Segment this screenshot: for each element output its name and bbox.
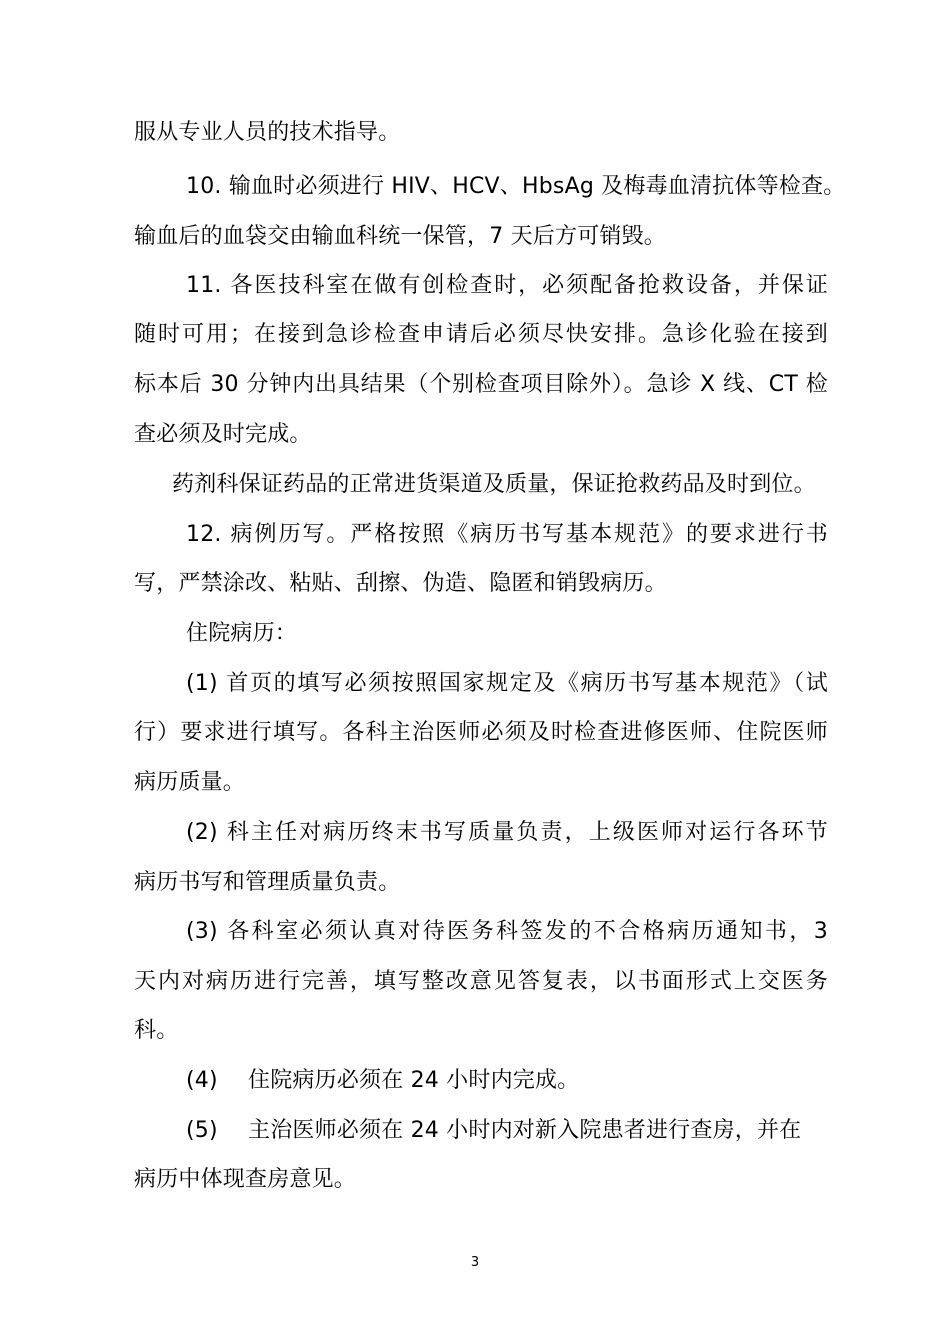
text-line: 输血后的血袋交由输血科统一保管，7 天后方可销毁。 [134, 224, 666, 249]
text-line: 标本后 30 分钟内出具结果（个别检查项目除外）。急诊 X 线、CT 检 [134, 372, 828, 397]
text-line: 药剂科保证药品的正常进货渠道及质量，保证抢救药品及时到位。 [172, 472, 816, 497]
list-marker: (4) [186, 1068, 218, 1093]
text-line: (2) 科主任对病历终末书写质量负责，上级医师对运行各环节 [186, 820, 828, 845]
list-marker: (5) [186, 1118, 218, 1143]
text-line: 12. 病例历写。严格按照《病历书写基本规范》的要求进行书 [186, 522, 828, 547]
text-line: 10. 输血时必须进行 HIV、HCV、HbsAg 及梅毒血清抗体等检查。 [186, 174, 846, 199]
text-line: 11. 各医技科室在做有创检查时，必须配备抢救设备，并保证 [186, 273, 828, 298]
text-line: 服从专业人员的技术指导。 [134, 120, 401, 145]
text-line: 查必须及时完成。 [134, 422, 312, 447]
page-number: 3 [470, 1255, 480, 1270]
text-line: 病历书写和管理质量负责。 [134, 870, 401, 895]
text-line: 病历中体现查房意见。 [134, 1167, 357, 1192]
text-line: 行）要求进行填写。各科主治医师必须及时检查进修医师、住院医师 [134, 720, 828, 745]
text-line: 主治医师必须在 24 小时内对新入院患者进行查房，并在 [248, 1118, 802, 1143]
text-line: 科。 [134, 1018, 179, 1043]
text-line: (1) 首页的填写必须按照国家规定及《病历书写基本规范》（试 [186, 671, 828, 696]
text-line: 天内对病历进行完善，填写整改意见答复表，以书面形式上交医务 [134, 969, 828, 994]
text-line: 住院病历必须在 24 小时内完成。 [248, 1068, 580, 1093]
text-line: (3) 各科室必须认真对待医务科签发的不合格病历通知书，3 [186, 919, 828, 944]
section-heading: 住院病历： [186, 621, 298, 646]
text-line: 写，严禁涂改、粘贴、刮擦、伪造、隐匿和销毁病历。 [134, 571, 667, 596]
text-line: 随时可用；在接到急诊检查申请后必须尽快安排。急诊化验在接到 [134, 322, 828, 347]
text-line: 病历质量。 [134, 770, 246, 795]
